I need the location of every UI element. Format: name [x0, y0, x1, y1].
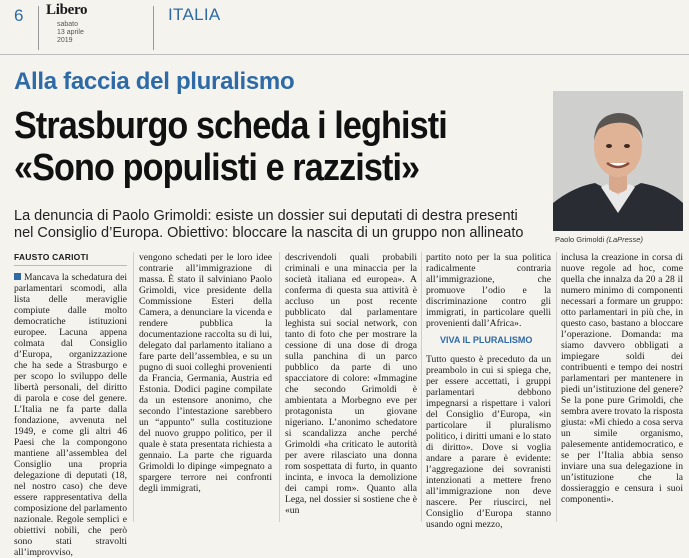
- page-header: [0, 0, 689, 56]
- headline-line-2: «Sono populisti e razzisti»: [14, 147, 420, 189]
- column-rule: [133, 252, 134, 522]
- article-column-1: [14, 252, 127, 558]
- column-text: descrivendoli quali probabili criminali e una minaccia per la società italiana ed europea». A conferma di questa sua attività è accluso un post recente pubblicato dal parlamentare leghista sui social network, con tanto di foto che per mostrare la cessione di una dose di droga sulla panchina di un parco pubblico da parte di uno spacciatore di colore: «Immagine che secondo Grimoldi è ambientata a Morbegno eve per protagonista un giovane nigeriano. L’anonimo schedatore si scandalizza anche perché Grimoldi «ha criticato le autorità per avere rilasciato una donna rom sospettata di furto, in quanto incinta, e invoca la demolizione dei campi rom». Quanto alla Lega, nel dossier si sostiene che è «un: [285, 252, 417, 516]
- masthead-logo: Libero: [46, 2, 88, 18]
- portrait-photo: [553, 91, 683, 231]
- column-text: vengono schedati per le loro idee contrarie all’immigrazione di massa. È stato il salviniano Paolo Grimoldi, vice presidente della Commissione Esteri della Camera, a denunciare la vicenda e rendere pubblica la documentazione raccolta su di lui, delegato dal parlamento italiano a fare parte dell’assemblea, e su un pugno di suoi colleghi provenienti da Francia, Germania, Austria ed Estonia. Dodici pagine compilate da un estensore anonimo, che secondo l’intestazione sarebbero un “appunto” sulla costituzione del nuovo gruppo politico, per il quale è stata presentata richiesta a gennaio. La parte che riguarda Grimoldi lo dipinge «impegnato a spargere terrore nei confronti degli immigrati,: [139, 252, 272, 494]
- masthead-year: 2019: [57, 37, 73, 44]
- subheadline-line-1: La denuncia di Paolo Grimoldi: esiste un dossier sui deputati di destra presenti: [14, 208, 518, 224]
- article-column-5: [561, 252, 683, 505]
- photo-caption: [555, 235, 643, 244]
- page-number: 6: [14, 6, 24, 25]
- column-text: partito noto per la sua politica radicalmente contraria all’immigrazione, che promuove l’odio e la discriminazione contro gli immigrati, in particolare quelli provenienti dall’Africa».: [426, 252, 551, 329]
- caption-name: Paolo Grimoldi: [555, 235, 605, 244]
- masthead-date: 13 aprile: [57, 29, 84, 36]
- column-rule: [421, 252, 422, 522]
- crosshead: VIVA IL PLURALISMO: [440, 335, 533, 345]
- column-rule: [279, 252, 280, 522]
- section-label: ITALIA: [168, 5, 221, 24]
- header-divider: [153, 6, 154, 50]
- column-text: inclusa la creazione in corsa di nuove regole ad hoc, come quella che innalza da 20 a 28 il numero minimo di componenti necessari a formare un gruppo: otto parlamentari in più che, in questo caso, bastano a bloccare l’operazione. Domanda: ma siamo davvero obbligati a impiegare soldi dei contribuenti e tempo dei nostri parlamentari per mantenere in piedi un’istituzione del genere? Se la pone pure Grimoldi, che sembra avere trovato la risposta giusta: «Mi chiedo a cosa serva un simile organismo, palesemente antidemocratico, e se per l’Italia abbia senso inviare una sua delegazione in un’istituzione che la dossieraggio e censura i suoi componenti».: [561, 252, 684, 505]
- column-rule: [556, 252, 557, 522]
- portrait-illustration: [553, 91, 683, 231]
- byline: FAUSTO CARIOTI: [14, 252, 127, 266]
- header-rule: [0, 54, 689, 55]
- header-divider: [38, 6, 39, 50]
- column-text: Tutto questo è preceduto da un preambolo in cui si spiega che, per essere accettati, i gruppi parlamentari debbono impegnarsi a rispettare i valori del Consiglio d’Europa, «in particolare il pluralismo politico, i diritti umani e lo stato di diritto». Dove si voglia andare a parare è evidente: l’aggregazione dei sovranisti intenzionati a mettere freno all’immigrazione non deve nascere. Per riuscirci, nel Consiglio d’Europa stanno usando ogni mezzo,: [426, 354, 551, 530]
- column-text: Mancava la schedatura dei parlamentari scomodi, alla lista delle meraviglie compiute dalle molto democratiche istituzioni europee. Lacuna appena colmata dal Consiglio d’Europa, organizzazione che ha sede a Strasburgo e per scopo lo sviluppo delle libertà personali, del diritto di parola e cose del genere. L’Italia ne fa parte dalla fondazione, avvenuta nel 1949, e come gli altri 46 Paesi che la compongono mantiene all’assemblea del Consiglio una propria delegazione di deputati (18, nel nostro caso) che deve essere rappresentativa della composizione del parlamento nazionale. Regole semplici e obiettivi nobili, che però sono stati stravolti all’improvviso,: [14, 272, 127, 558]
- article-column-2: [139, 252, 272, 494]
- article-kicker: Alla faccia del pluralismo: [14, 68, 295, 95]
- lead-square-icon: [14, 273, 21, 280]
- article-column-4: [426, 252, 551, 530]
- masthead-day: sabato: [57, 21, 79, 28]
- headline-line-1: Strasburgo scheda i leghisti: [14, 105, 447, 147]
- caption-credit: (LaPresse): [606, 235, 643, 244]
- subheadline-line-2: nel Consiglio d’Europa. Obiettivo: bloccare la nascita di un gruppo non allineato: [14, 225, 524, 241]
- article-column-3: [285, 252, 417, 516]
